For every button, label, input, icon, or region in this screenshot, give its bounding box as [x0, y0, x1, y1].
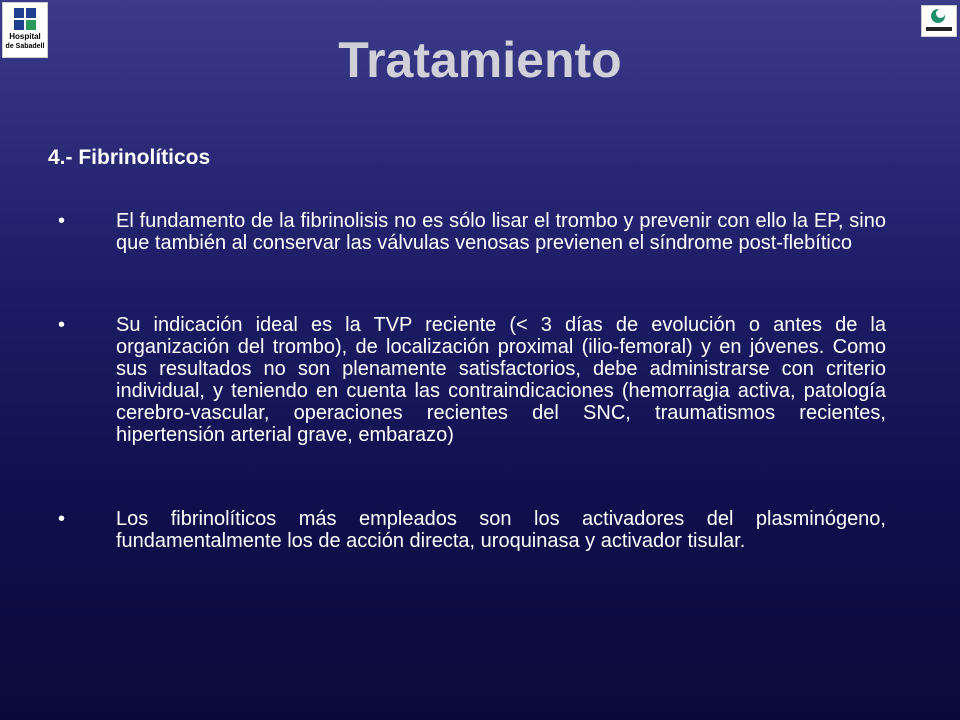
bullet-text-2: Su indicación ideal es la TVP reciente (< 3 días de evolución o antes de la organización del trombo), de localización proximal (ilio-femoral) y en jóvenes. Como sus resultados no son plenamente satisfactorios, debe administrarse con criterio individual, y teniendo en cuenta las contraindicaciones (hemorragia activa, patología cerebro-vascular, operaciones recientes del SNC, traumatismos recientes, hipertensión arterial grave, embarazo): [116, 314, 886, 446]
bullet-marker: •: [58, 314, 66, 336]
slide-title: Tratamiento: [338, 32, 622, 88]
logo-text-line1: Hospital: [9, 32, 41, 41]
bullet-text-1: El fundamento de la fibrinolisis no es sólo lisar el trombo y prevenir con ello la EP, sino que también al conservar las válvulas venosas previenen el síndrome post-flebítico: [116, 210, 886, 254]
bullet-marker: •: [58, 210, 66, 232]
bullet-marker: •: [58, 508, 66, 530]
logo-text-line2: de Sabadell: [5, 43, 45, 50]
bullet-text-3: Los fibrinolíticos más empleados son los activadores del plasminógeno, fundamentalmente los de acción directa, uroquinasa y activador tisular.: [116, 508, 886, 552]
hospital-cross-icon: [14, 8, 36, 30]
section-heading: 4.- Fibrinolíticos: [48, 146, 211, 169]
